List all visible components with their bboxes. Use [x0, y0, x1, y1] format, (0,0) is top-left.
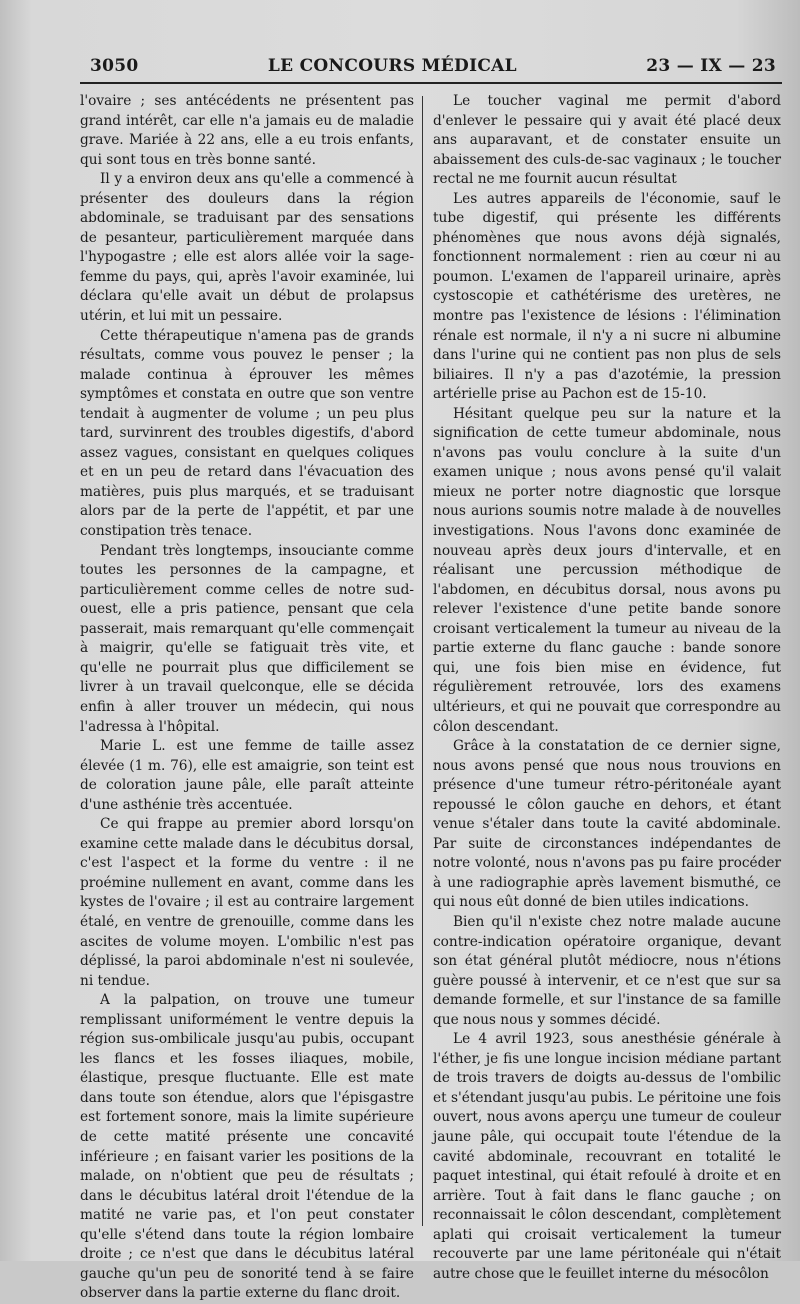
- left-column: [80, 92, 422, 1304]
- paragraph: Pendant très longtemps, insouciante comme toutes les personnes de la campagne, et particulièrement comme celles de notre sud-ouest, elle a pris patience, pensant que cela passerait, mais remarquant qu'elle commençait à maigrir, qu'elle se fatiguait très vite, et qu'elle ne pourrait plus que difficilement se livrer à un travail quelconque, elle se décida enfin à aller trouver un médecin, qui nous l'adressa à l'hôpital.: [80, 542, 414, 735]
- paragraph: Le 4 avril 1923, sous anesthésie générale à l'éther, je fis une longue incision médiane partant de trois travers de doigts au-dessus de l'ombilic et s'étendant jusqu'au pubis. Le péritoine une fois ouvert, nous avons aperçu une tumeur de couleur jaune pâle, qui occupait toute l'étendue de la cavité abdominale, recouvrant en totalité le paquet intestinal, qui était refoulé à droite et en arrière. Tout à fait dans le flanc gauche ; on reconnaissait le côlon descendant, complètement aplati qui croisait verticalement la tumeur recouverte par une lame péritonéale qui n'était autre chose que le feuillet interne du mésocôlon: [433, 1031, 781, 1282]
- text-columns: [80, 92, 782, 1304]
- running-header: [80, 56, 782, 84]
- paragraph: Le toucher vaginal me permit d'abord d'enlever le pessaire qui y avait été placé deux ans auparavant, et de constater ensuite un abaissement des culs-de-sac vaginaux ; le toucher rectal ne me fournit aucun résultat: [433, 93, 781, 188]
- journal-title: LE CONCOURS MÉDICAL: [267, 56, 517, 76]
- page-number: 3050: [90, 56, 139, 76]
- paragraph: l'ovaire ; ses antécédents ne présentent pas grand intérêt, car elle n'a jamais eu de maladie grave. Mariée à 22 ans, elle a eu trois enfants, qui sont tous en très bonne santé.: [80, 93, 414, 168]
- paragraph: Hésitant quelque peu sur la nature et la signification de cette tumeur abdominale, nous n'avons pas voulu conclure à la suite d'un examen unique ; nous avons pensé qu'il valait mieux ne porter notre diagnostic que lorsque nous aurions soumis notre malade à de nouvelles investigations. Nous l'avons donc examinée de nouveau après deux jours d'intervalle, et en réalisant une percussion méthodique de l'abdomen, en décubitus dorsal, nous avons pu relever l'existence d'une petite bande sonore croisant verticalement la tumeur au niveau de la partie externe du flanc gauche : bande sonore qui, une fois bien mise en évidence, fut régulièrement retrouvée, lors des examens ultérieurs, et qui ne pouvait que correspondre au côlon descendant.: [433, 405, 781, 735]
- right-column: [423, 92, 781, 1304]
- paragraph: A la palpation, on trouve une tumeur remplissant uniformément le ventre depuis la région sus-ombilicale jusqu'au pubis, occupant les flancs et les fosses iliaques, mobile, élastique, presque fluctuante. Elle est mate dans toute son étendue, alors que l'épisgastre est fortement sonore, mais la limite supérieure de cette matité présente une concavité inférieure ; en faisant varier les positions de la malade, on n'obtient que peu de résultats ; dans le décubitus latéral droit l'étendue de la matité ne varie pas, et l'on peut constater qu'elle s'étend dans toute la région lombaire droite ; ce n'est que dans le décubitus latéral gauche qu'un peu de sonorité tend à se faire observer dans la partie externe du flanc droit.: [80, 992, 414, 1302]
- issue-date: 23 — IX — 23: [646, 56, 776, 76]
- paragraph: Bien qu'il n'existe chez notre malade aucune contre-indication opératoire organique, devant son état général plutôt médiocre, nous n'étions guère poussé à intervenir, et ce n'est que sur sa demande formelle, et sur l'instance de sa famille que nous nous y sommes décidé.: [433, 913, 781, 1028]
- paragraph: Ce qui frappe au premier abord lorsqu'on examine cette malade dans le décubitus dorsal, c'est l'aspect et la forme du ventre : il ne proémine nullement en avant, comme dans les kystes de l'ovaire ; il est au contraire largement étalé, en ventre de grenouille, comme dans les ascites de volume moyen. L'ombilic n'est pas déplissé, la paroi abdominale n'est ni soulevée, ni tendue.: [80, 816, 414, 989]
- paragraph: Les autres appareils de l'économie, sauf le tube digestif, qui présente les différents phénomènes que nous avons déjà signalés, fonctionnent normalement : rien au cœur ni au poumon. L'examen de l'appareil urinaire, après cystoscopie et cathétérisme des uretères, ne montre pas l'existence de lésions : l'élimination rénale est normale, il n'y a ni sucre ni albumine dans l'urine qui ne contient pas non plus de sels biliaires. Il n'y a pas d'azotémie, la pression artérielle prise au Pachon est de 15-10.: [433, 190, 781, 403]
- paragraph: Il y a environ deux ans qu'elle a commencé à présenter des douleurs dans la région abdominale, se traduisant par des sensations de pesanteur, particulièrement marquée dans l'hypogastre ; elle est alors allée voir la sage-femme du pays, qui, après l'avoir examinée, lui déclara qu'elle avait un début de prolapsus utérin, et lui mit un pessaire.: [80, 171, 414, 325]
- paragraph: Marie L. est une femme de taille assez élevée (1 m. 76), elle est amaigrie, son teint est de coloration jaune pâle, elle paraît atteinte d'une asthénie très accentuée.: [80, 738, 414, 813]
- paragraph: Cette thérapeutique n'amena pas de grands résultats, comme vous pouvez le penser ; la malade continua à éprouver les mêmes symptômes et constata en outre que son ventre tendait à augmenter de volume ; un peu plus tard, survinrent des troubles digestifs, d'abord assez vagues, consistant en quelques coliques et en un peu de retard dans l'évacuation des matières, puis plus marqués, et se traduisant alors par de la perte de l'appétit, et par une constipation très tenace.: [80, 327, 414, 540]
- paragraph: Grâce à la constatation de ce dernier signe, nous avons pensé que nous nous trouvions en présence d'une tumeur rétro-péritonéale ayant repoussé le côlon gauche en dehors, et étant venue s'étaler dans toute la cavité abdominale. Par suite de circonstances indépendantes de notre volonté, nous n'avons pas pu faire procéder à une radiographie après lavement bismuthé, ce qui nous eût donné de bien utiles indications.: [433, 738, 781, 911]
